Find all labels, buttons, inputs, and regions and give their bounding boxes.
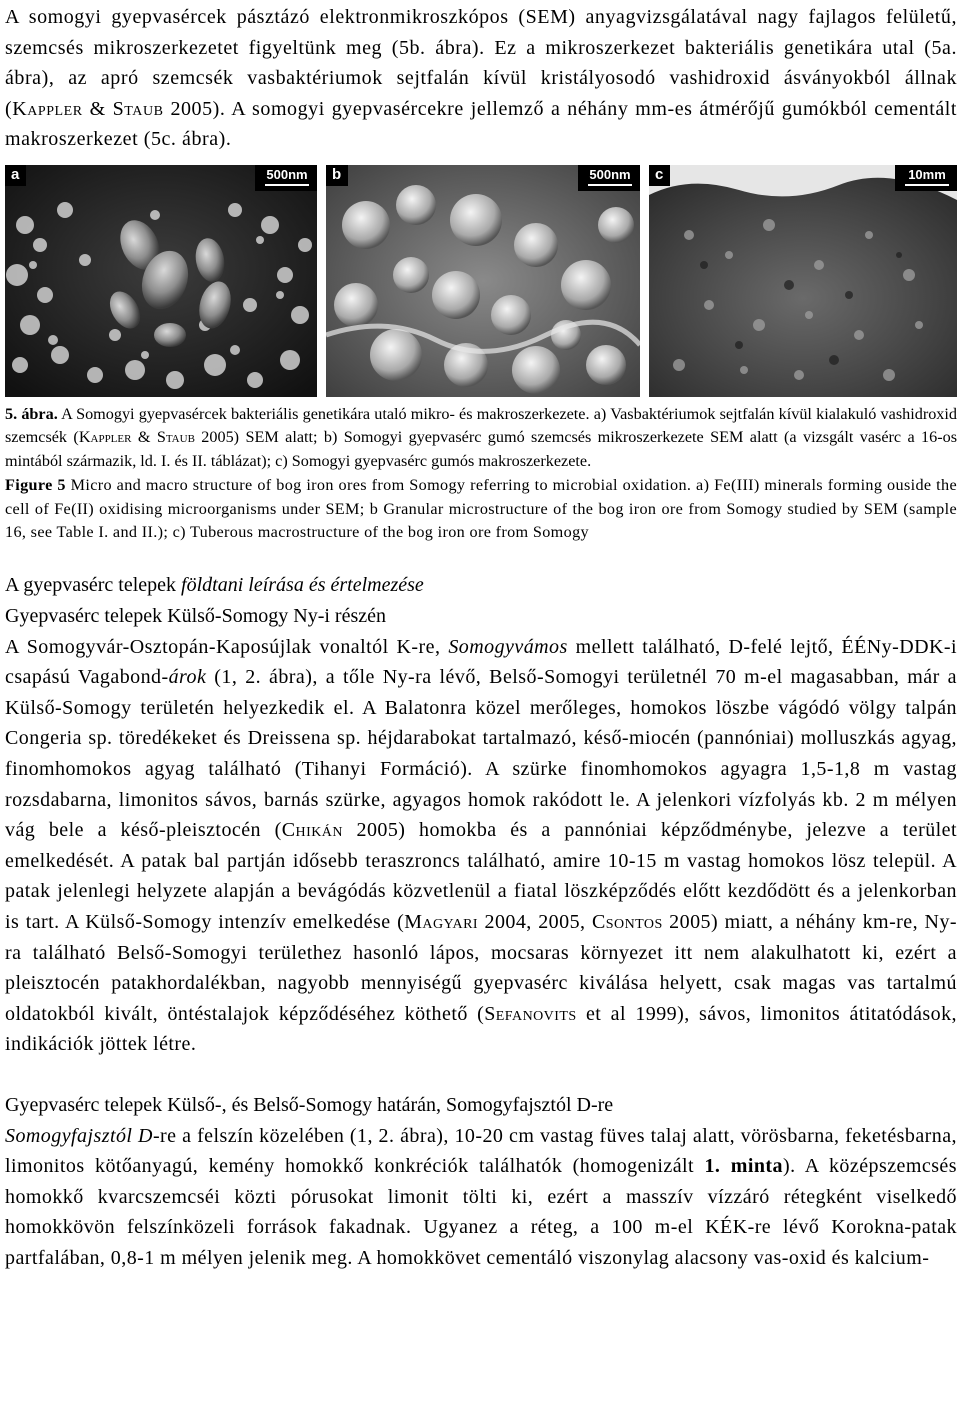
- p1-term-arok: árok: [168, 666, 207, 689]
- author-magyari: Magyari: [404, 910, 479, 933]
- figure-caption-hungarian: [5, 403, 957, 473]
- caption-hu-text-1: a) Vasbaktériumok sejtfalán kívül kialakuló vashidroxid szemcsék (: [5, 404, 957, 447]
- figure-caption-english: [5, 474, 957, 544]
- figure-label-en: Figure 5: [5, 476, 66, 495]
- macro-structure-photo: [649, 165, 957, 397]
- page: [5, 0, 957, 1273]
- p2-place-somogyfajsz: Somogyfajsztól D: [5, 1124, 153, 1147]
- scale-bar-a: [255, 165, 317, 191]
- p2-sample-ref: 1. minta: [704, 1155, 783, 1178]
- intro-text-2: 2005). A somogyi gyepvasércekre jellemző a néhány mm-es átmérőjű gumókból cementált makroszerkezet (5c. ábra).: [5, 97, 957, 151]
- p1-place-somogyvamos: Somogyvámos: [448, 635, 568, 658]
- body-paragraph-1: [5, 632, 957, 1060]
- sem-granular-image: [326, 165, 640, 397]
- figure-panel-a: [5, 165, 317, 397]
- author-sefanovits: Sefanovits: [484, 1002, 577, 1025]
- author-chikan: Chikán: [281, 819, 343, 842]
- sem-bacteria-image: [5, 165, 317, 397]
- scale-bar-b: [578, 165, 640, 191]
- intro-paragraph: [5, 0, 957, 155]
- caption-author-staub: Staub: [156, 428, 195, 447]
- caption-ampersand: &: [131, 428, 157, 447]
- panel-label-b: b: [326, 165, 348, 186]
- figure-panel-b: [326, 165, 640, 397]
- panel-label-c: c: [649, 165, 670, 186]
- p1-text-3: (1, 2. ábra), a tőle Ny-ra lévő, Belső-Somogyi területnél 70 m-el magasabban, már a Külső-Somogy területén helyezkedik el. A Balatonra közel merőleges, homokos löszbe vágódó völgy talpán Congeria sp. töredékeket és Dreissena sp. héjdarabokat tartalmazó, késő-miocén (pannóniai) molluszkás agyag, finomhomokos agyag található (Tihanyi Formáció). A szürke finomhomokos agyagra 1,5-1,8 m vastag rozsdabarna, limonitos sávos, barnás szürke, agyagos homok rakódott le. A jelenkori vízfolyás kb. 2 m mélyen vág bele a késő-pleisztocén (: [5, 666, 957, 842]
- intro-text-1: A somogyi gyepvasércek pásztázó elektronmikroszkópos (SEM) anyagvizsgálatával nagy fajlagos felületű, szemcsés mikroszerkezetet figyeltünk meg (5b. ábra). Ez a mikroszerkezet bakteriális genetikára utal (5a. ábra), az apró szemcsék vasbaktériumok sejtfalán kívül kristályosodó vashidroxid ásványokból állnak (: [5, 6, 957, 120]
- section-heading-part2: földtani leírása és értelmezése: [181, 574, 424, 597]
- p2-text-1: -re a felszín közelében (1, 2. ábra), 10-20 cm vastag füves talaj alatt, vörösbarna, feketésbarna, limonitos kötőanyagú, kemény homokkő konkréciók találhatók (homogenizált: [5, 1124, 957, 1178]
- section-heading: [5, 570, 957, 601]
- author-staub: Staub: [112, 97, 164, 120]
- p1-text-1: A Somogyvár-Osztopán-Kaposújlak vonaltól K-re,: [5, 635, 449, 658]
- caption-hu-text-2: 2005) SEM alatt; b) Somogyi gyepvasérc gumó szemcsés mikroszerkezete SEM alatt (a vizsgált vasérc a 16-os mintából származik, ld. I. és II. táblázat); c) Somogyi gyepvasérc gumós makroszerkezete.: [5, 428, 958, 470]
- p1-text-6: 2005) miatt, a néhány km-re, Ny-ra található Belső-Somogyi területhez hasonló lápos, mocsaras környezet itt nem alakulhatott ki, ezért a pleisztocén patakhordalékban, nagyobb mennyiségű gyepvasérc kiválása helyett, csak magas vas tartalmú oldatokból kivált, öntéstalajok képződéséhez köthető (: [5, 910, 958, 1025]
- caption-en-text: Micro and macro structure of bog iron ores from Somogy referring to microbial oxidation. a) Fe(III) minerals forming ouside the cell of Fe(II) oxidising microorganisms under SEM; b Granular microstructure of the bog iron ore from Somogy studied by SEM (sample 16, see Table I. and II.); c) Tuberous macrostructure of the bog iron ore from Somogy: [5, 476, 957, 541]
- p1-text-4: 2005) homokba és a pannóniai képződménybe, jelezve a terület emelkedését. A patak bal partján idősebb teraszroncs található, amire 10-15 m vastag homokos lösz települ. A patak jelenlegi helyzete alapján a bevágódás közvetlenül a fiatal löszképződés előtt kezdődött és a jelenkorban is tart. A Külső-Somogy intenzív emelkedése (: [5, 819, 957, 933]
- scale-text-b: 500nm: [589, 166, 631, 182]
- scale-bar-c: [895, 165, 957, 191]
- ampersand: &: [82, 97, 113, 120]
- subsection-heading-1: Gyepvasérc telepek Külső-Somogy Ny-i részén: [5, 605, 386, 627]
- body-paragraph-2: [5, 1121, 957, 1274]
- p1-text-5: 2004, 2005,: [478, 910, 592, 933]
- p2-text-2: ). A középszemcsés homokkő kvarcszemcséi közti pórusokat limonit tölti ki, ezért a masszív vízzáró rétegként viselkedő homokkövön felszínközeli források fakadnak. Ugyanez a réteg, a 100 m-el KÉK-re lévő Korokna-patak partfalában, 0,8-1 m mélyen jelenik meg. A homokkövet cementáló viszonylag alacsony vas-oxid és kalcium-: [5, 1155, 957, 1269]
- figure-label-hu: 5. ábra.: [5, 404, 58, 423]
- panel-label-a: a: [5, 165, 26, 186]
- figure-panel-c: [649, 165, 957, 397]
- p1-text-7: et al 1999), sávos, limonitos átitatódások, indikációk jöttek létre.: [5, 1002, 957, 1056]
- section-heading-part1: A gyepvasérc telepek: [5, 574, 182, 597]
- p1-text-2: mellett található, D-felé lejtő, ÉÉNy-DDK-i csapású Vagabond-: [5, 635, 957, 689]
- author-kappler: Kappler: [12, 97, 83, 120]
- caption-hu-title: A Somogyi gyepvasércek bakteriális genetikára utaló mikro- és makroszerkezete.: [57, 404, 590, 423]
- caption-author-kappler: Kappler: [78, 428, 132, 447]
- scale-text-c: 10mm: [908, 166, 946, 182]
- scale-text-a: 500nm: [266, 166, 308, 182]
- subsection-heading-2: Gyepvasérc telepek Külső-, és Belső-Somogy határán, Somogyfajsztól D-re: [5, 1093, 614, 1116]
- author-csontos: Csontos: [591, 910, 663, 933]
- figure-5: [5, 165, 957, 397]
